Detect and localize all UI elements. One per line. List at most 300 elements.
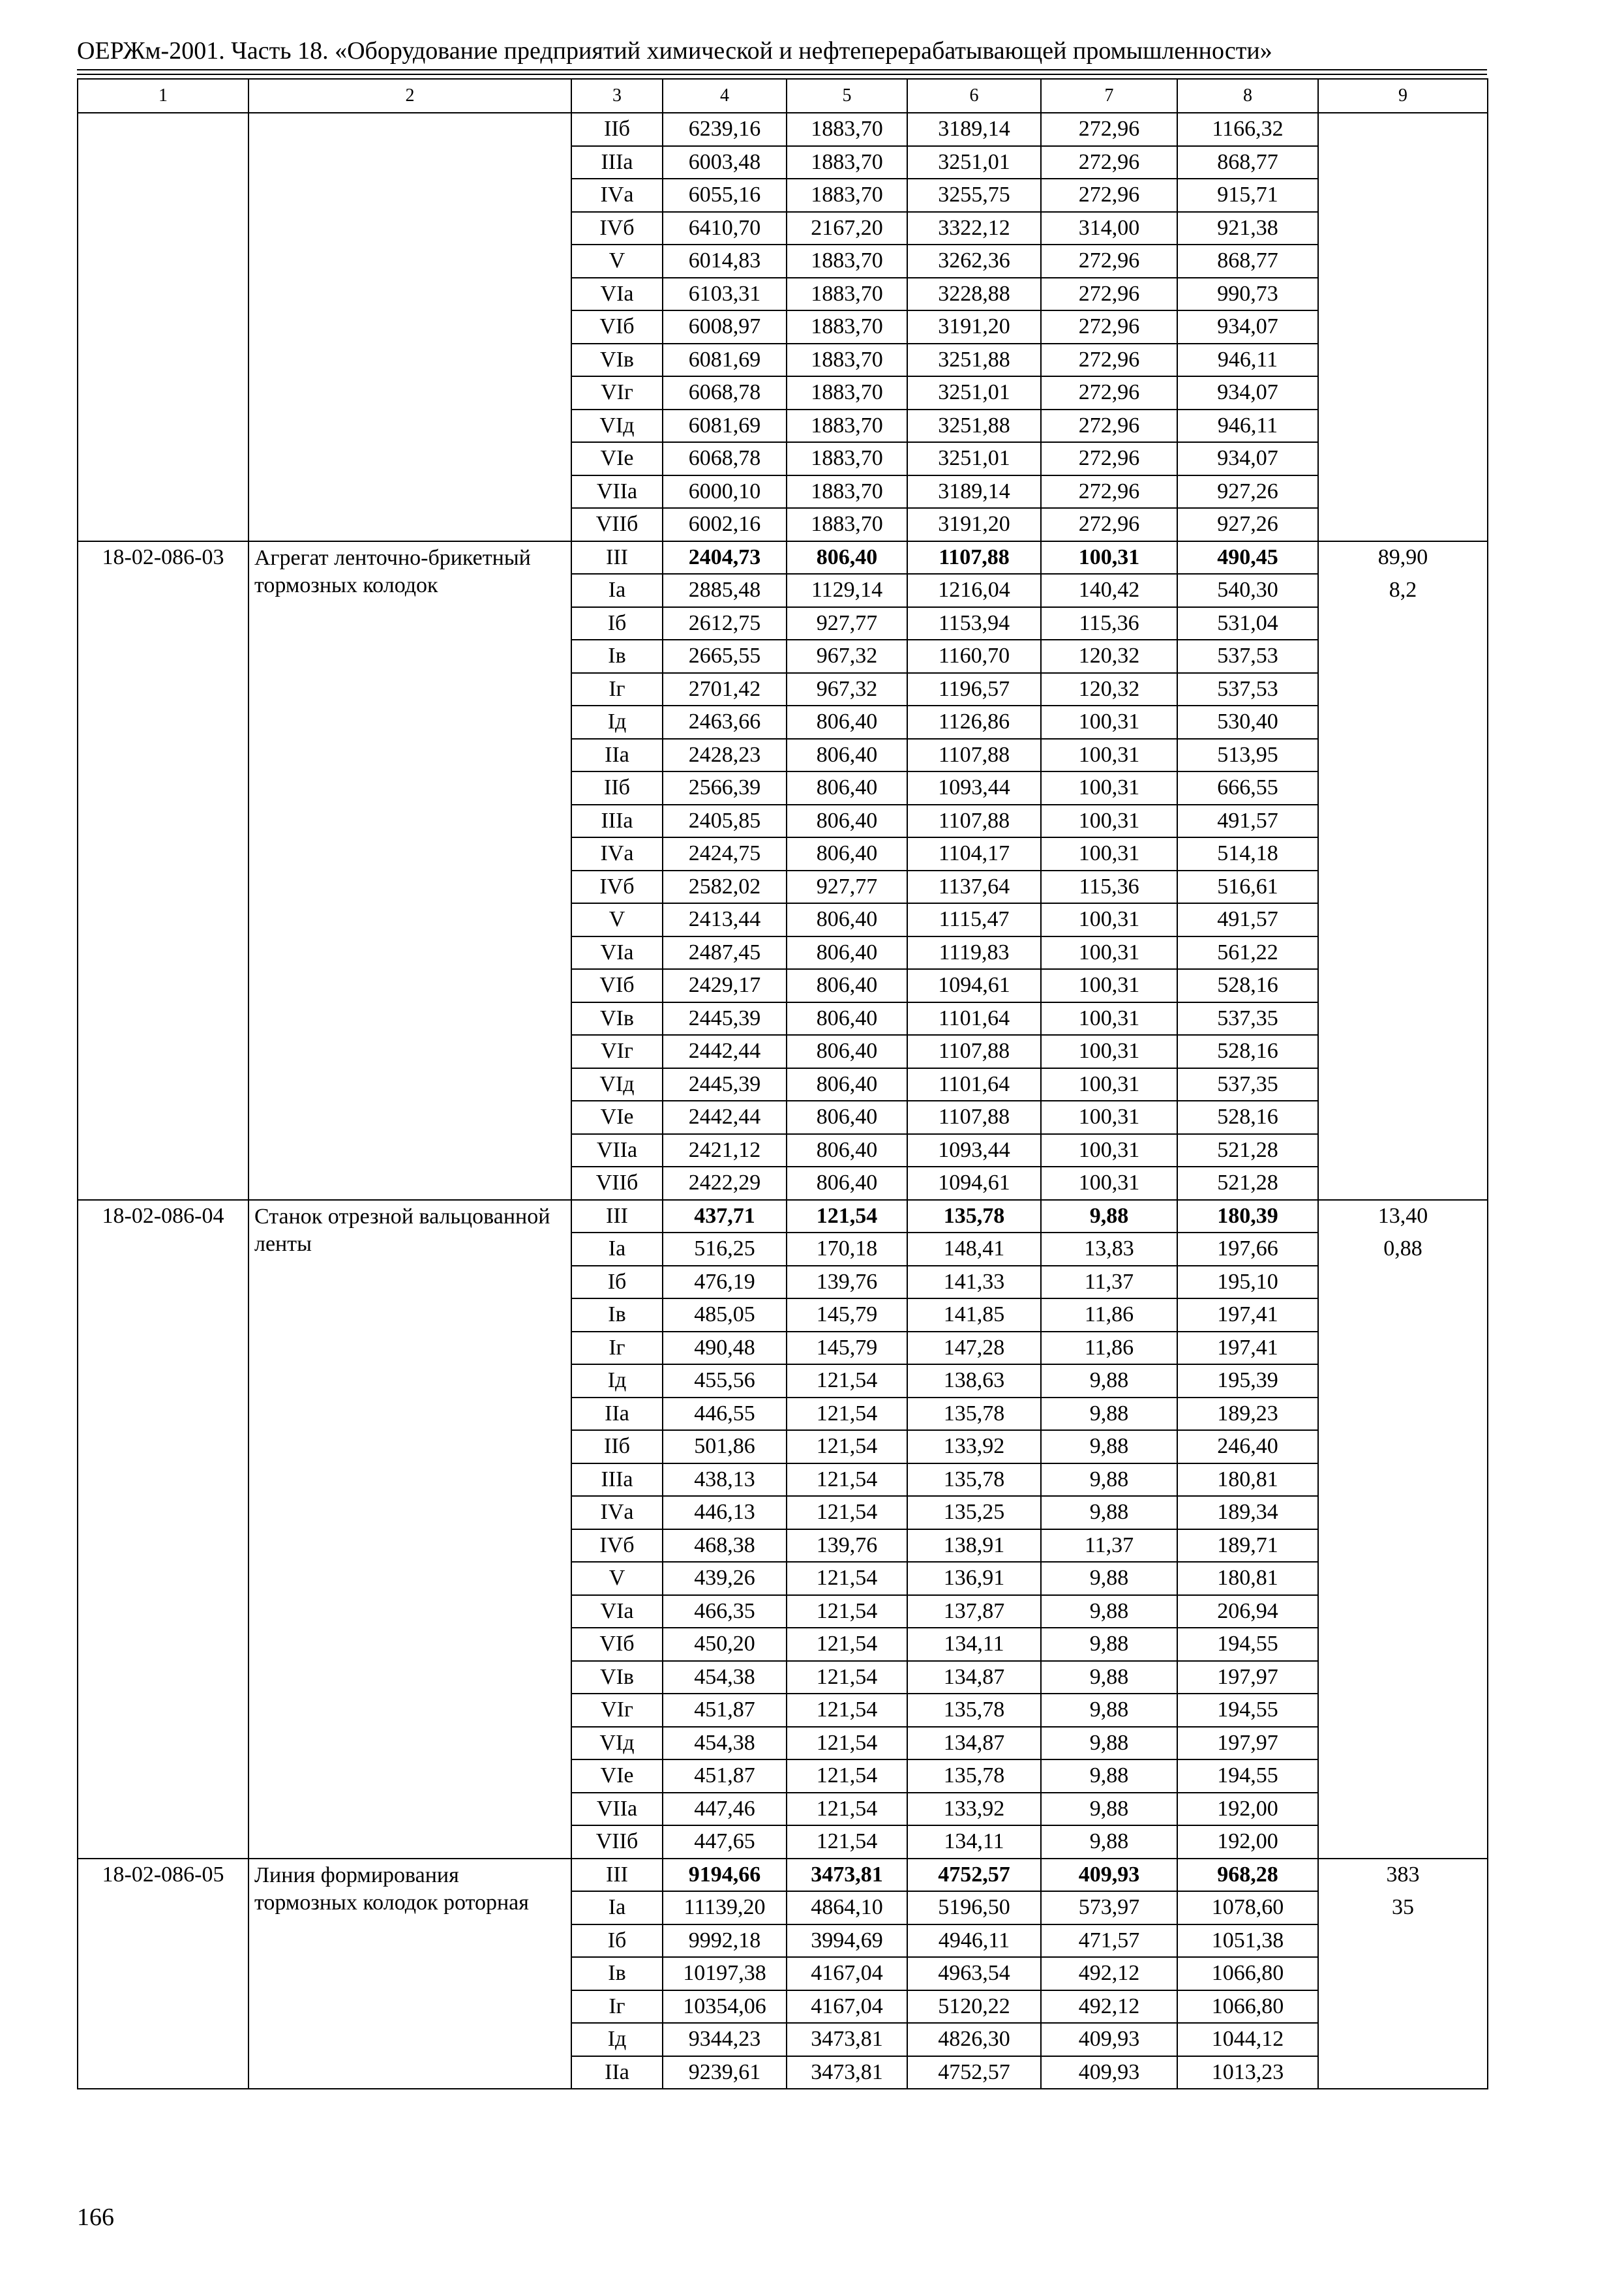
table-row [78, 1298, 1488, 1332]
value-cell: 100,31 [1041, 1035, 1177, 1068]
value-cell: 1160,70 [907, 640, 1041, 673]
value-cell: 9,88 [1041, 1430, 1177, 1463]
value-cell: 3473,81 [787, 1859, 907, 1892]
zone-cell: IIб [571, 113, 663, 146]
item-name [248, 475, 571, 509]
value-cell: 1883,70 [787, 475, 907, 509]
coefficient-cell [1318, 113, 1488, 146]
value-cell: 468,38 [663, 1529, 787, 1563]
table-row [78, 1628, 1488, 1661]
table-row [78, 969, 1488, 1002]
coefficient-cell [1318, 640, 1488, 673]
coefficient-cell [1318, 607, 1488, 640]
value-cell: 3189,14 [907, 475, 1041, 509]
coefficient-cell [1318, 1167, 1488, 1200]
item-code [78, 640, 248, 673]
table-row [78, 1595, 1488, 1628]
value-cell: 490,48 [663, 1332, 787, 1365]
value-cell: 516,61 [1177, 871, 1318, 904]
value-cell: 272,96 [1041, 442, 1177, 475]
value-cell: 3322,12 [907, 212, 1041, 245]
column-number-row [78, 79, 1488, 113]
value-cell: 11,37 [1041, 1529, 1177, 1563]
item-name [248, 771, 571, 805]
table-row [78, 1990, 1488, 2024]
value-cell: 180,81 [1177, 1463, 1318, 1497]
coefficient-cell [1318, 1463, 1488, 1497]
table-row [78, 1694, 1488, 1727]
table-row [78, 673, 1488, 706]
item-code [78, 936, 248, 970]
value-cell: 6055,16 [663, 179, 787, 212]
zone-cell: Iд [571, 1364, 663, 1398]
zone-cell: IIа [571, 739, 663, 772]
coefficient-cell: 35 [1318, 1891, 1488, 1924]
value-cell: 1883,70 [787, 376, 907, 410]
value-cell: 6081,69 [663, 344, 787, 377]
table-row [78, 1002, 1488, 1036]
item-name [248, 1002, 571, 1036]
item-name [248, 1398, 571, 1431]
zone-cell: IIб [571, 771, 663, 805]
coefficient-cell [1318, 1035, 1488, 1068]
table-row [78, 1430, 1488, 1463]
item-code [78, 805, 248, 838]
value-cell: 4752,57 [907, 1859, 1041, 1892]
table-row [78, 541, 1488, 575]
value-cell: 121,54 [787, 1463, 907, 1497]
coefficient-cell [1318, 771, 1488, 805]
value-cell: 137,87 [907, 1595, 1041, 1628]
value-cell: 100,31 [1041, 1134, 1177, 1167]
value-cell: 272,96 [1041, 376, 1177, 410]
item-name [248, 278, 571, 311]
value-cell: 946,11 [1177, 410, 1318, 443]
zone-cell: VIв [571, 1002, 663, 1036]
table-row [78, 640, 1488, 673]
zone-cell: IIб [571, 1430, 663, 1463]
value-cell: 100,31 [1041, 903, 1177, 936]
item-code [78, 1167, 248, 1200]
value-cell: 121,54 [787, 1595, 907, 1628]
item-code [78, 1233, 248, 1266]
value-cell: 1883,70 [787, 410, 907, 443]
value-cell: 2612,75 [663, 607, 787, 640]
value-cell: 140,42 [1041, 574, 1177, 607]
value-cell: 6239,16 [663, 113, 787, 146]
value-cell: 2885,48 [663, 574, 787, 607]
value-cell: 4963,54 [907, 1957, 1041, 1990]
table-row [78, 2056, 1488, 2089]
value-cell: 454,38 [663, 1727, 787, 1760]
table-row [78, 1101, 1488, 1134]
table-row [78, 903, 1488, 936]
coefficient-cell [1318, 673, 1488, 706]
zone-cell: IIа [571, 1398, 663, 1431]
zone-cell: VIIб [571, 1167, 663, 1200]
zone-cell: Iд [571, 2023, 663, 2056]
item-name [248, 2056, 571, 2089]
value-cell: 9,88 [1041, 1661, 1177, 1694]
value-cell: 492,12 [1041, 1957, 1177, 1990]
value-cell: 446,55 [663, 1398, 787, 1431]
item-name [248, 1200, 571, 1256]
header-rule-top [77, 69, 1487, 70]
coefficient-cell [1318, 1759, 1488, 1793]
item-name [248, 442, 571, 475]
item-name [248, 739, 571, 772]
value-cell: 514,18 [1177, 837, 1318, 871]
value-cell: 138,63 [907, 1364, 1041, 1398]
value-cell: 2442,44 [663, 1101, 787, 1134]
table-row [78, 376, 1488, 410]
value-cell: 446,13 [663, 1496, 787, 1529]
item-code [78, 574, 248, 607]
zone-cell: III [571, 1200, 663, 1233]
item-code [78, 1002, 248, 1036]
value-cell: 136,91 [907, 1562, 1041, 1595]
coefficient-cell [1318, 2056, 1488, 2089]
value-cell: 485,05 [663, 1298, 787, 1332]
coefficient-cell [1318, 1002, 1488, 1036]
item-code [78, 1332, 248, 1365]
value-cell: 2429,17 [663, 969, 787, 1002]
value-cell: 967,32 [787, 640, 907, 673]
zone-cell: IIа [571, 2056, 663, 2089]
value-cell: 115,36 [1041, 871, 1177, 904]
item-name [248, 1332, 571, 1365]
table-row [78, 1924, 1488, 1958]
value-cell: 121,54 [787, 1727, 907, 1760]
item-code [78, 245, 248, 278]
item-code [78, 2023, 248, 2056]
value-cell: 139,76 [787, 1529, 907, 1563]
value-cell: 2413,44 [663, 903, 787, 936]
item-code [78, 1101, 248, 1134]
item-name [248, 1430, 571, 1463]
coefficient-cell [1318, 1595, 1488, 1628]
value-cell: 100,31 [1041, 1068, 1177, 1101]
value-cell: 138,91 [907, 1529, 1041, 1563]
value-cell: 447,46 [663, 1793, 787, 1826]
item-code [78, 706, 248, 739]
item-code [78, 1266, 248, 1299]
item-code [78, 1562, 248, 1595]
item-code [78, 1825, 248, 1859]
item-code [78, 146, 248, 179]
value-cell: 4167,04 [787, 1957, 907, 1990]
value-cell: 272,96 [1041, 344, 1177, 377]
zone-cell: Iб [571, 1924, 663, 1958]
value-cell: 6003,48 [663, 146, 787, 179]
value-cell: 927,26 [1177, 475, 1318, 509]
value-cell: 139,76 [787, 1266, 907, 1299]
zone-cell: IVа [571, 837, 663, 871]
value-cell: 2422,29 [663, 1167, 787, 1200]
value-cell: 806,40 [787, 969, 907, 1002]
item-name [248, 1595, 571, 1628]
value-cell: 6068,78 [663, 376, 787, 410]
value-cell: 990,73 [1177, 278, 1318, 311]
value-cell: 1107,88 [907, 541, 1041, 575]
value-cell: 1104,17 [907, 837, 1041, 871]
zone-cell: VIе [571, 442, 663, 475]
table-row [78, 310, 1488, 344]
value-cell: 314,00 [1041, 212, 1177, 245]
coefficient-cell [1318, 1727, 1488, 1760]
value-cell: 1094,61 [907, 1167, 1041, 1200]
value-cell: 272,96 [1041, 245, 1177, 278]
value-cell: 1093,44 [907, 1134, 1041, 1167]
table-row [78, 508, 1488, 541]
value-cell: 9,88 [1041, 1793, 1177, 1826]
item-code: 18-02-086-04 [78, 1200, 248, 1233]
item-name [248, 1694, 571, 1727]
value-cell: 141,33 [907, 1266, 1041, 1299]
value-cell: 135,78 [907, 1463, 1041, 1497]
coefficient-cell [1318, 410, 1488, 443]
coefficient-cell [1318, 936, 1488, 970]
item-name [248, 1134, 571, 1167]
value-cell: 1107,88 [907, 1035, 1041, 1068]
value-cell: 806,40 [787, 1167, 907, 1200]
item-name-text: Агрегат ленточно-брикетный тормозных колодок [254, 545, 531, 597]
zone-cell: IIIа [571, 1463, 663, 1497]
item-name [248, 607, 571, 640]
value-cell: 141,85 [907, 1298, 1041, 1332]
value-cell: 530,40 [1177, 706, 1318, 739]
value-cell: 450,20 [663, 1628, 787, 1661]
coefficient-cell [1318, 837, 1488, 871]
value-cell: 934,07 [1177, 310, 1318, 344]
value-cell: 195,39 [1177, 1364, 1318, 1398]
value-cell: 2487,45 [663, 936, 787, 970]
value-cell: 2442,44 [663, 1035, 787, 1068]
value-cell: 100,31 [1041, 1167, 1177, 1200]
value-cell: 1107,88 [907, 739, 1041, 772]
zone-cell: IVб [571, 1529, 663, 1563]
zone-cell: VIа [571, 278, 663, 311]
item-code [78, 442, 248, 475]
value-cell: 561,22 [1177, 936, 1318, 970]
item-name [248, 1562, 571, 1595]
value-cell: 197,41 [1177, 1332, 1318, 1365]
table-row [78, 1529, 1488, 1563]
zone-cell: VIв [571, 344, 663, 377]
item-name [248, 871, 571, 904]
value-cell: 135,78 [907, 1694, 1041, 1727]
value-cell: 148,41 [907, 1233, 1041, 1266]
table-row [78, 410, 1488, 443]
item-code [78, 1496, 248, 1529]
value-cell: 447,65 [663, 1825, 787, 1859]
zone-cell: IVа [571, 179, 663, 212]
zone-cell: VIд [571, 410, 663, 443]
column-number: 2 [248, 79, 571, 113]
item-code [78, 1463, 248, 1497]
zone-cell: VIIб [571, 508, 663, 541]
column-number: 7 [1041, 79, 1177, 113]
value-cell: 6014,83 [663, 245, 787, 278]
value-cell: 2424,75 [663, 837, 787, 871]
value-cell: 466,35 [663, 1595, 787, 1628]
value-cell: 121,54 [787, 1364, 907, 1398]
item-code [78, 1727, 248, 1760]
value-cell: 540,30 [1177, 574, 1318, 607]
value-cell: 180,81 [1177, 1562, 1318, 1595]
zone-cell: Iб [571, 607, 663, 640]
item-code [78, 113, 248, 146]
value-cell: 9344,23 [663, 2023, 787, 2056]
item-name [248, 376, 571, 410]
value-cell: 521,28 [1177, 1167, 1318, 1200]
table-row [78, 442, 1488, 475]
value-cell: 3251,01 [907, 146, 1041, 179]
value-cell: 147,28 [907, 1332, 1041, 1365]
value-cell: 3191,20 [907, 310, 1041, 344]
item-name [248, 837, 571, 871]
value-cell: 9194,66 [663, 1859, 787, 1892]
zone-cell: VIа [571, 1595, 663, 1628]
coefficient-cell [1318, 871, 1488, 904]
zone-cell: VIб [571, 310, 663, 344]
value-cell: 272,96 [1041, 508, 1177, 541]
item-name [248, 1759, 571, 1793]
item-name [248, 1957, 571, 1990]
item-code [78, 903, 248, 936]
value-cell: 5120,22 [907, 1990, 1041, 2024]
value-cell: 537,53 [1177, 640, 1318, 673]
value-cell: 3251,01 [907, 442, 1041, 475]
value-cell: 100,31 [1041, 969, 1177, 1002]
value-cell: 1051,38 [1177, 1924, 1318, 1958]
value-cell: 573,97 [1041, 1891, 1177, 1924]
coefficient-cell [1318, 1694, 1488, 1727]
table-row [78, 1759, 1488, 1793]
value-cell: 4752,57 [907, 2056, 1041, 2089]
zone-cell: IIIа [571, 146, 663, 179]
value-cell: 1044,12 [1177, 2023, 1318, 2056]
value-cell: 1883,70 [787, 179, 907, 212]
zone-cell: VIг [571, 376, 663, 410]
item-name [248, 310, 571, 344]
item-code [78, 1529, 248, 1563]
item-name [248, 1068, 571, 1101]
value-cell: 537,35 [1177, 1002, 1318, 1036]
item-name [248, 1101, 571, 1134]
item-code [78, 1364, 248, 1398]
coefficient-cell [1318, 245, 1488, 278]
value-cell: 135,78 [907, 1759, 1041, 1793]
value-cell: 3251,88 [907, 344, 1041, 377]
value-cell: 11,86 [1041, 1298, 1177, 1332]
zone-cell: VIIа [571, 1793, 663, 1826]
item-name [248, 1727, 571, 1760]
value-cell: 134,11 [907, 1628, 1041, 1661]
value-cell: 9,88 [1041, 1727, 1177, 1760]
value-cell: 516,25 [663, 1233, 787, 1266]
item-code [78, 673, 248, 706]
value-cell: 1101,64 [907, 1068, 1041, 1101]
value-cell: 192,00 [1177, 1793, 1318, 1826]
item-code [78, 1924, 248, 1958]
item-name [248, 640, 571, 673]
item-name [248, 1463, 571, 1497]
value-cell: 868,77 [1177, 146, 1318, 179]
value-cell: 521,28 [1177, 1134, 1318, 1167]
value-cell: 121,54 [787, 1562, 907, 1595]
coefficient-cell [1318, 1661, 1488, 1694]
item-code [78, 475, 248, 509]
zone-cell: Iа [571, 1891, 663, 1924]
zone-cell: VIе [571, 1759, 663, 1793]
value-cell: 272,96 [1041, 146, 1177, 179]
value-cell: 9,88 [1041, 1628, 1177, 1661]
table-row [78, 475, 1488, 509]
item-code [78, 212, 248, 245]
zone-cell: Iг [571, 1332, 663, 1365]
value-cell: 9,88 [1041, 1496, 1177, 1529]
item-code [78, 1759, 248, 1793]
value-cell: 967,32 [787, 673, 907, 706]
value-cell: 868,77 [1177, 245, 1318, 278]
value-cell: 134,87 [907, 1661, 1041, 1694]
value-cell: 927,77 [787, 607, 907, 640]
value-cell: 806,40 [787, 739, 907, 772]
value-cell: 3251,88 [907, 410, 1041, 443]
coefficient-cell [1318, 1628, 1488, 1661]
table-row [78, 1562, 1488, 1595]
value-cell: 9,88 [1041, 1595, 1177, 1628]
value-cell: 3189,14 [907, 113, 1041, 146]
zone-cell: IVб [571, 212, 663, 245]
item-name [248, 146, 571, 179]
value-cell: 121,54 [787, 1398, 907, 1431]
item-name [248, 1859, 571, 1915]
value-cell: 6103,31 [663, 278, 787, 311]
item-name-text: Станок отрезной вальцованной ленты [254, 1204, 550, 1256]
value-cell: 6008,97 [663, 310, 787, 344]
value-cell: 9992,18 [663, 1924, 787, 1958]
value-cell: 2463,66 [663, 706, 787, 739]
table-row [78, 1134, 1488, 1167]
value-cell: 806,40 [787, 771, 907, 805]
item-name [248, 1793, 571, 1826]
coefficient-cell [1318, 1101, 1488, 1134]
table-row [78, 344, 1488, 377]
value-cell: 2167,20 [787, 212, 907, 245]
value-cell: 3191,20 [907, 508, 1041, 541]
value-cell: 1013,23 [1177, 2056, 1318, 2089]
coefficient-cell [1318, 1793, 1488, 1826]
coefficient-cell [1318, 903, 1488, 936]
item-code [78, 1430, 248, 1463]
value-cell: 9,88 [1041, 1463, 1177, 1497]
value-cell: 476,19 [663, 1266, 787, 1299]
zone-cell: VIе [571, 1101, 663, 1134]
table-row [78, 146, 1488, 179]
coefficient-cell [1318, 1298, 1488, 1332]
coefficient-cell [1318, 1068, 1488, 1101]
coefficient-cell [1318, 2023, 1488, 2056]
value-cell: 1115,47 [907, 903, 1041, 936]
value-cell: 133,92 [907, 1430, 1041, 1463]
value-cell: 197,97 [1177, 1727, 1318, 1760]
item-code [78, 278, 248, 311]
value-cell: 135,25 [907, 1496, 1041, 1529]
value-cell: 2582,02 [663, 871, 787, 904]
zone-cell: VIв [571, 1661, 663, 1694]
